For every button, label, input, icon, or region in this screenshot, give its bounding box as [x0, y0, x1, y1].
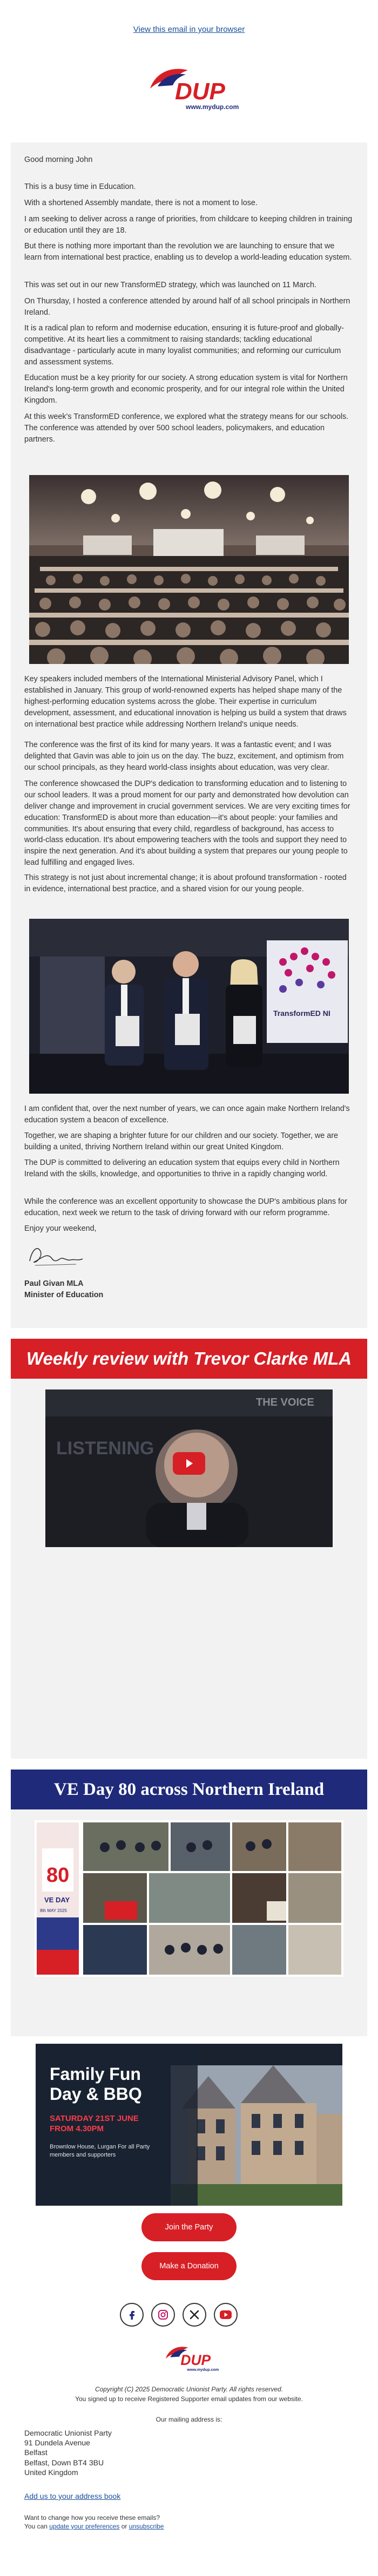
footer-dup-logo[interactable]: [156, 2342, 222, 2374]
instagram-icon: [157, 2309, 169, 2321]
paragraph: Key speakers included members of the International Ministerial Advisory Panel, which I established in January. This group of world-renowned experts has helped shape many of the highest-performing education systems across the globe. Their expertise in curriculum development, assessment, and educational innovation is helping us build a system that draws on international best practice while addressing Northern Ireland's unique needs.: [24, 675, 347, 729]
paragraph: With a shortened Assembly mandate, there is not a moment to lose.: [24, 199, 258, 207]
paragraph: At this week's TransformED conference, we explored what the strategy means for our schools. The conference was attended by over 500 school leaders, policymakers, and education partners.: [24, 412, 349, 444]
footer-logo-wordmark: DUP: [180, 2352, 211, 2369]
address-line: United Kingdom: [24, 2467, 78, 2477]
paragraph: But there is nothing more important than the revolution we are launching to ensure that we learn from international best practice, enabling us to develop a world-leading education system.: [24, 242, 352, 262]
youtube-link[interactable]: [214, 2303, 238, 2327]
weekly-review-title: Weekly review with Trevor Clarke MLA: [26, 1348, 352, 1368]
stage-photo: [29, 919, 349, 1094]
facebook-icon: [126, 2309, 138, 2321]
join-party-button[interactable]: Join the Party: [141, 2213, 237, 2241]
paragraph: The conference showcased the DUP's dedication to transforming education and to listening to our school leaders. It was a proud moment for our party and demonstrated how devolution can deliver change and improvement in crucial government services. We are very exciting times for education: TransformED is about more than education—it's about people: your families and communities. It's about ensuring that every child, regardless of background, has access to world-class education. It's about empowering teachers with the tools and support they need to inspire the next generation. And it's about building a system that prepares our young people to lead fulfilling and engaged lives.: [24, 779, 350, 867]
x-icon: [189, 2309, 200, 2320]
paragraph: Together, we are shaping a brighter future for our children and our society. Together, we are building a united, thriving Northern Ireland within our great United Kingdom.: [24, 1131, 339, 1151]
footer-preferences-row: [24, 2522, 354, 2531]
fun-day-poster[interactable]: [36, 2044, 342, 2206]
paragraph: It is a radical plan to reform and modernise education, ensuring it is future-proof and globally-competitive. At its heart lies a commitment to raising standards; tackling educational disadvantage - particularly acute in many loyalist communities; and reforming our curriculum and assessment systems.: [24, 324, 344, 367]
video-bg-text: THE VOICE: [256, 1397, 314, 1408]
address-line: Democratic Unionist Party: [24, 2429, 112, 2437]
weekly-review-video[interactable]: [45, 1389, 333, 1547]
footer-logo-graphic: [156, 2342, 222, 2374]
paragraph: This is a busy time in Education.: [24, 182, 136, 191]
paragraph: Enjoy your weekend,: [24, 1224, 97, 1233]
paragraph: I am seeking to deliver across a range of priorities, from childcare to keeping children in training or education until they are 18.: [24, 215, 353, 235]
ve-day-banner: [11, 1770, 367, 1809]
unsubscribe-link[interactable]: unsubscribe: [129, 2523, 164, 2530]
fun-day-venue: Brownlow House, Lurgan For all Party members and supporters: [50, 2144, 150, 2159]
address-line: Belfast, Down BT4 3BU: [24, 2458, 104, 2467]
address-line: Belfast: [24, 2448, 48, 2457]
paragraph: The conference was the first of its kind for many years. It was a fantastic event; and I was delighted that Gavin was able to join us on the day. The buzz, excitement, and optimism from our school principals, as they heard world-class insights about education, was very clear.: [24, 741, 344, 772]
signature-name: Paul Givan MLA: [24, 1279, 84, 1288]
ve-poster-number: 80: [46, 1864, 70, 1887]
weekly-review-banner: [11, 1339, 367, 1379]
footer-copyright: Copyright (C) 2025 Democratic Unionist Party. All rights reserved.: [94, 2385, 284, 2393]
signature-title: Minister of Education: [24, 1291, 104, 1299]
logo-wordmark: DUP: [175, 78, 225, 105]
stage-screen-text: TransformED NI: [273, 1009, 330, 1018]
ve-day-collage: [35, 1820, 343, 1977]
signature: [24, 1239, 89, 1272]
footer-address: [24, 2428, 354, 2477]
paragraph: On Thursday, I hosted a conference attended by around half of all school principals in Northern Ireland.: [24, 297, 350, 317]
dup-logo[interactable]: [134, 60, 244, 114]
ve-day-title: VE Day 80 across Northern Ireland: [53, 1779, 325, 1799]
address-line: 91 Dundela Avenue: [24, 2438, 90, 2448]
paragraph: I am confident that, over the next number of years, we can once again make Northern Ireland's education system a beacon of excellence.: [24, 1104, 350, 1124]
make-donation-button[interactable]: Make a Donation: [141, 2252, 237, 2280]
logo-url: www.mydup.com: [186, 103, 239, 111]
paragraph: Education must be a key priority for our society. A strong education system is vital for Northern Ireland's long-term growth and economic prosperity, and for our integral role within the United Kingdom.: [24, 374, 348, 405]
view-in-browser-link[interactable]: View this email in your browser: [133, 25, 245, 34]
greeting: Good morning John: [24, 155, 93, 164]
conference-photo: [29, 475, 349, 664]
paragraph: This was set out in our new TransformED strategy, which was launched on 11 March.: [24, 281, 316, 289]
x-link[interactable]: [183, 2303, 206, 2327]
ve-poster-sub: 8th MAY 2025: [40, 1908, 67, 1913]
fun-day-date: SATURDAY 21ST JUNE FROM 4.30PM: [50, 2114, 139, 2133]
ve-poster-title: VE DAY: [44, 1896, 70, 1904]
footer-mailing-label: Our mailing address is:: [156, 2416, 222, 2423]
footer-change-question: Want to change how you receive these emails?: [24, 2514, 160, 2521]
instagram-link[interactable]: [151, 2303, 175, 2327]
paragraph: This strategy is not just about incremental change; it is about profound transformation - rooted in evidence, international best practice, and a shared vision for our young people.: [24, 873, 347, 893]
update-preferences-link[interactable]: update your preferences: [49, 2523, 120, 2530]
video-bg-text-2: LISTENING: [56, 1438, 154, 1459]
footer-logo-url: www.mydup.com: [187, 2367, 219, 2372]
dup-logo-graphic: [134, 60, 244, 114]
play-button[interactable]: [173, 1452, 205, 1475]
fun-day-title: Family Fun Day & BBQ: [50, 2064, 142, 2104]
facebook-link[interactable]: [120, 2303, 144, 2327]
footer-signup-note: You signed up to receive Registered Supporter email updates from our website.: [75, 2395, 303, 2403]
footer-pre-text: You can: [24, 2523, 50, 2530]
footer-or-text: or: [119, 2523, 129, 2530]
paragraph: The DUP is committed to delivering an education system that equips every child in Northern Ireland with the skills, knowledge, and opportunities to thrive in a rapidly changing world.: [24, 1158, 340, 1178]
add-address-book-link[interactable]: Add us to your address book: [24, 2492, 121, 2500]
paragraph: While the conference was an excellent opportunity to showcase the DUP's ambitious plans for education, next week we return to the task of driving forward with our reform programme.: [24, 1197, 347, 1217]
youtube-icon: [219, 2310, 232, 2320]
play-icon: [184, 1458, 194, 1469]
add-address-book-row: [24, 2491, 354, 2502]
